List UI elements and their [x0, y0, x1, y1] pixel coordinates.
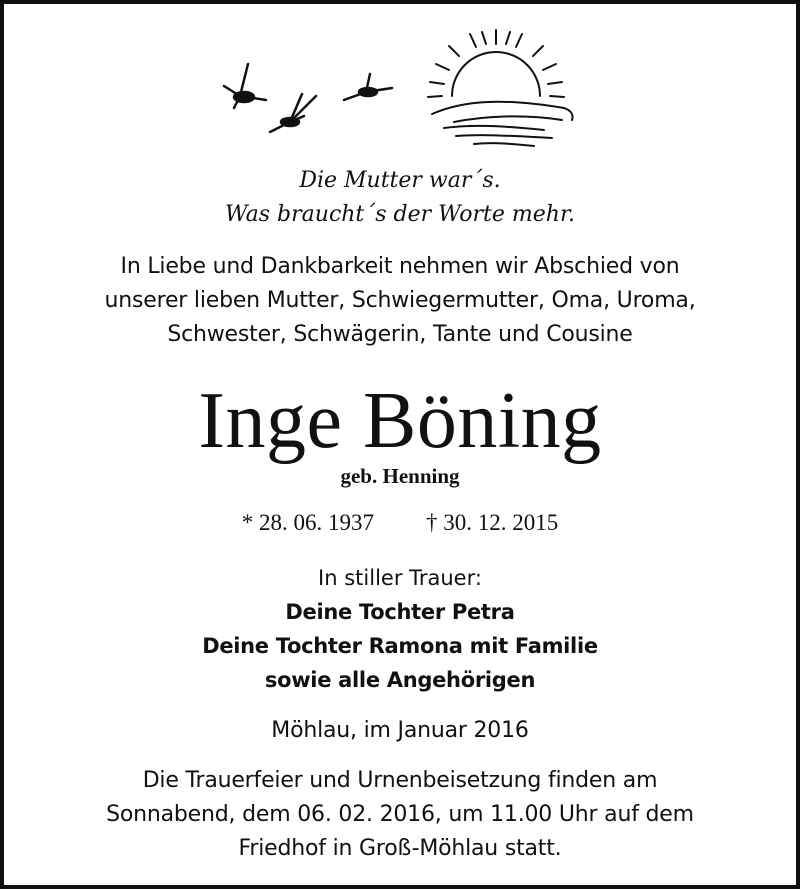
sun-icon — [428, 30, 564, 97]
birth-name: geb. Henning — [340, 464, 460, 488]
bird-icon — [224, 64, 266, 108]
life-dates — [4, 510, 796, 536]
mourner-line: Deine Tochter Petra — [285, 600, 515, 624]
place-date: Möhlau, im Januar 2016 — [271, 718, 529, 743]
mourners-heading: In stiller Trauer: — [318, 566, 482, 590]
birth-date: * 28. 06. 1937 — [241, 510, 374, 535]
motto-line-1: Die Mutter war´s. — [299, 168, 501, 193]
illustration — [4, 4, 796, 164]
intro-line-1: In Liebe und Dankbarkeit nehmen wir Abschied von — [120, 254, 680, 279]
intro-line-2: unserer lieben Mutter, Schwiegermutter, Oma, Uroma, — [104, 288, 696, 313]
intro-line-3: Schwester, Schwägerin, Tante und Cousine — [167, 322, 633, 347]
death-date: † 30. 12. 2015 — [426, 510, 559, 535]
bird-icon — [270, 94, 316, 132]
mourner-line: Deine Tochter Ramona mit Familie — [202, 634, 598, 658]
bird-icon — [344, 74, 392, 100]
service-line-3: Friedhof in Groß-Möhlau statt. — [238, 836, 562, 861]
service-line-1: Die Trauerfeier und Urnenbeisetzung finden am — [142, 768, 658, 793]
motto-line-2: Was braucht´s der Worte mehr. — [224, 202, 576, 227]
hills-icon — [432, 102, 573, 146]
service-line-2: Sonnabend, dem 06. 02. 2016, um 11.00 Uhr auf dem — [106, 802, 694, 827]
deceased-name: Inge Böning — [198, 377, 602, 465]
mourner-line: sowie alle Angehörigen — [264, 668, 536, 692]
